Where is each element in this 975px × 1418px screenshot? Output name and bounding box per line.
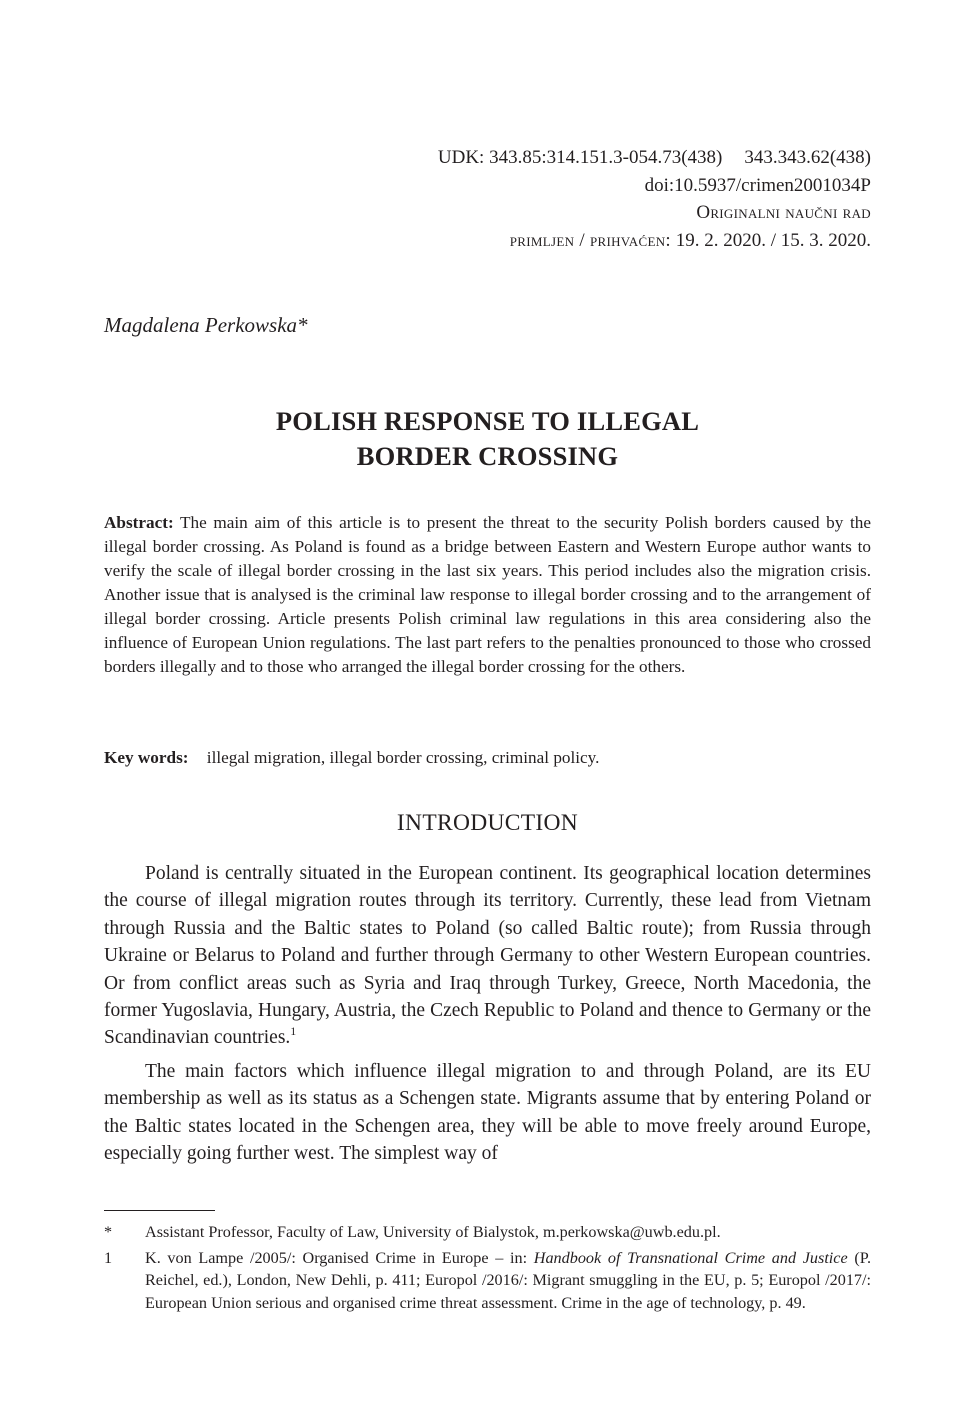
body-text	[104, 860, 871, 1173]
paragraph	[104, 860, 871, 1052]
footnote-text: Assistant Professor, Faculty of Law, University of Bialystok, m.perkowska@uwb.edu.pl.	[145, 1223, 721, 1241]
footnote-text-part: K. von Lampe /2005/: Organised Crime in Europe – in:	[145, 1248, 534, 1267]
abstract-text: The main aim of this article is to present the threat to the security Polish borders caused by the illegal border crossing. As Poland is found as a bridge between Eastern and Western Europe author wants to verify the scale of illegal border crossing in the last six years. This period includes also the migration crisis. Another issue that is analysed is the criminal law response to illegal border crossing and to the arrangement of illegal border crossing. Article presents Polish criminal law regulations in this area considering also the influence of European Union regulations. The last part refers to the penalties pronounced to those who crossed borders illegally and to those who arranged the illegal border crossing for the others.	[104, 513, 871, 676]
footnotes	[104, 1221, 871, 1317]
doi: doi:10.5937/crimen2001034P	[644, 174, 871, 196]
footnote-ref[interactable]: 1	[290, 1024, 297, 1039]
dates-label: primljen / prihvaćen:	[509, 229, 671, 251]
footnote-text	[145, 1247, 871, 1315]
paragraph-text: Poland is centrally situated in the European continent. Its geographical location determines the course of illegal migration routes through its territory. Currently, these lead from Vietnam through Russia and the Baltic states to Poland (so called Baltic route); from Russia through Ukraine or Belarus to Poland and further through Germany to other Western European countries. Or from conflict areas such as Syria and Iraq through Turkey, Greece, North Macedonia, the former Yugoslavia, Hungary, Austria, the Czech Republic to Poland and thence to Germany or the Scandinavian countries.	[104, 863, 871, 1049]
article-metadata	[438, 144, 871, 254]
footnote-mark: *	[104, 1223, 113, 1241]
abstract	[104, 511, 871, 679]
abstract-label: Abstract:	[104, 513, 174, 532]
footnote-text-part: (P. Reichel, ed.), London, New Dehli, p. 411; Europol /2016/: Migrant smuggling in the EU, p. 5; Europol /2017/: European Union serious and organised crime threat assessment. Crime in the age of technology, p. 49.	[145, 1248, 872, 1312]
udk-classification: UDK: 343.85:314.151.3-054.73(438)	[437, 147, 723, 168]
dates-line	[438, 227, 871, 255]
keywords-text: illegal migration, illegal border crossing, criminal policy.	[206, 748, 600, 767]
title-line-2: BORDER CROSSING	[356, 441, 619, 471]
paragraph	[104, 1058, 871, 1168]
footnote-mark: 1	[104, 1248, 113, 1267]
section-heading: INTRODUCTION	[396, 810, 579, 836]
keywords	[104, 746, 871, 770]
author-name: Magdalena Perkowska*	[104, 313, 308, 337]
footnote-divider	[104, 1210, 215, 1211]
dates-value: 19. 2. 2020. / 15. 3. 2020.	[675, 229, 871, 251]
udk-secondary: 343.343.62(438)	[744, 147, 871, 168]
footnote-book-title: Handbook of Transnational Crime and Justice	[533, 1248, 848, 1267]
footnote	[104, 1221, 871, 1244]
udk-line	[438, 144, 871, 172]
title-line-1: POLISH RESPONSE TO ILLEGAL	[275, 406, 700, 436]
paper-title	[104, 404, 871, 474]
article-type: Originalni naučni rad	[696, 202, 871, 223]
keywords-label: Key words:	[104, 748, 189, 767]
footnote	[104, 1247, 871, 1315]
paragraph-text: The main factors which influence illegal migration to and through Poland, are its EU membership as well as its status as a Schengen state. Migrants assume that by entering Poland or the Baltic states located in the Schengen area, they will be able to move freely around Europe, especially going further west. The simplest way of	[104, 1060, 871, 1165]
